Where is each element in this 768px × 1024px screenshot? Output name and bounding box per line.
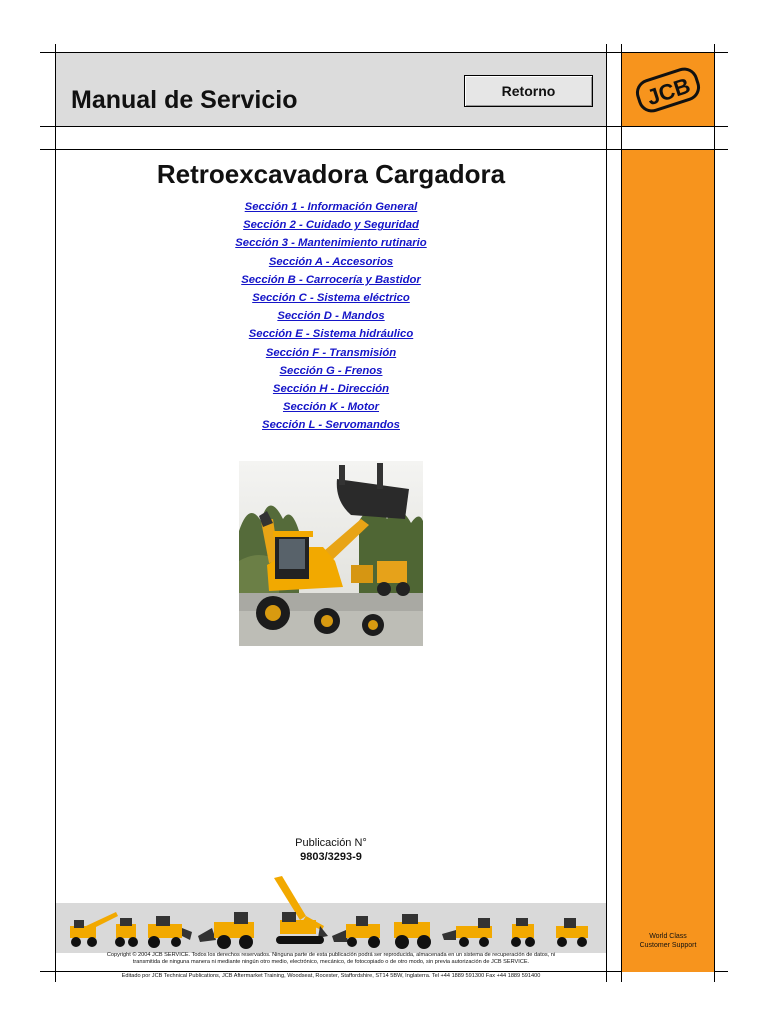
copyright-notice xyxy=(60,952,602,966)
section-link[interactable]: Sección B - Carrocería y Bastidor xyxy=(241,273,421,286)
section-link[interactable]: Sección C - Sistema eléctrico xyxy=(252,291,410,304)
section-link[interactable]: Sección A - Accesorios xyxy=(268,255,394,268)
section-links xyxy=(56,198,606,434)
trim-line-header-bottom xyxy=(40,126,728,127)
section-link[interactable]: Sección 1 - Información General xyxy=(244,201,418,213)
skid-steer-icon xyxy=(511,918,535,947)
logo-text: JCB xyxy=(643,72,694,111)
section-link[interactable]: Sección F - Transmisión xyxy=(265,346,397,359)
telehandler-icon xyxy=(442,918,492,947)
telehandler-icon xyxy=(70,912,118,947)
document-heading: Retroexcavadora Cargadora xyxy=(156,159,506,189)
trim-line-right xyxy=(714,44,715,982)
section-link[interactable]: Sección D - Mandos xyxy=(277,310,385,323)
section-link[interactable]: Sección 2 - Cuidado y Seguridad xyxy=(243,219,419,232)
section-link[interactable]: Sección H - Dirección xyxy=(272,382,390,395)
logo-panel xyxy=(622,53,714,126)
section-link[interactable]: Sección L - Servomandos xyxy=(262,419,400,432)
section-link[interactable]: Sección 3 - Mantenimiento rutinario xyxy=(235,237,427,250)
copyright-line-2: transmitida de ninguna manera ni mediante ningún otro medio, electrónico, mecánico, de fotocopiado o de otro modo, sin previa autorización de JCB SERVICE. xyxy=(132,959,530,965)
copyright-line-1: Copyright © 2004 JCB SERVICE. Todos los derechos reservados. Ninguna parte de esta publicación podrá ser reproducida, almacenada en un sistema de recuperación de datos, ni xyxy=(106,952,556,958)
page-title: Manual de Servicio xyxy=(71,86,298,114)
publication-number: 9803/3293-9 xyxy=(300,851,362,863)
section-link[interactable]: Sección G - Frenos xyxy=(279,364,383,377)
section-link[interactable]: Sección E - Sistema hidráulico xyxy=(248,328,414,341)
tagline-line-1: World Class xyxy=(649,933,687,940)
wheel-loader-icon xyxy=(198,912,254,949)
back-button[interactable]: Retorno xyxy=(464,75,593,107)
backhoe-icon xyxy=(556,918,588,947)
tagline-line-2: Customer Support xyxy=(639,942,697,949)
sidebar-orange xyxy=(622,150,714,972)
section-link[interactable]: Sección K - Motor xyxy=(282,401,380,414)
trim-line-middle xyxy=(606,44,607,982)
tractor-icon xyxy=(394,914,431,949)
backhoe-loader-photo xyxy=(239,461,423,646)
excavator-icon xyxy=(274,876,328,944)
publisher-footer: Editado por JCB Technical Publications, JCB Aftermarket Training, Woodseat, Rocester, Staffordshire, ST14 5BW, Inglaterra. Tel +44 1889 591300 Fax +44 1889 591400 xyxy=(121,973,541,979)
jcb-logo xyxy=(622,53,714,126)
machine-lineup-illustration xyxy=(56,870,606,950)
backhoe-icon xyxy=(148,916,192,948)
skid-steer-icon xyxy=(115,918,138,947)
publication-label: Publicación N° xyxy=(295,837,367,849)
backhoe-icon xyxy=(332,916,380,948)
sidebar-tagline xyxy=(622,932,714,950)
